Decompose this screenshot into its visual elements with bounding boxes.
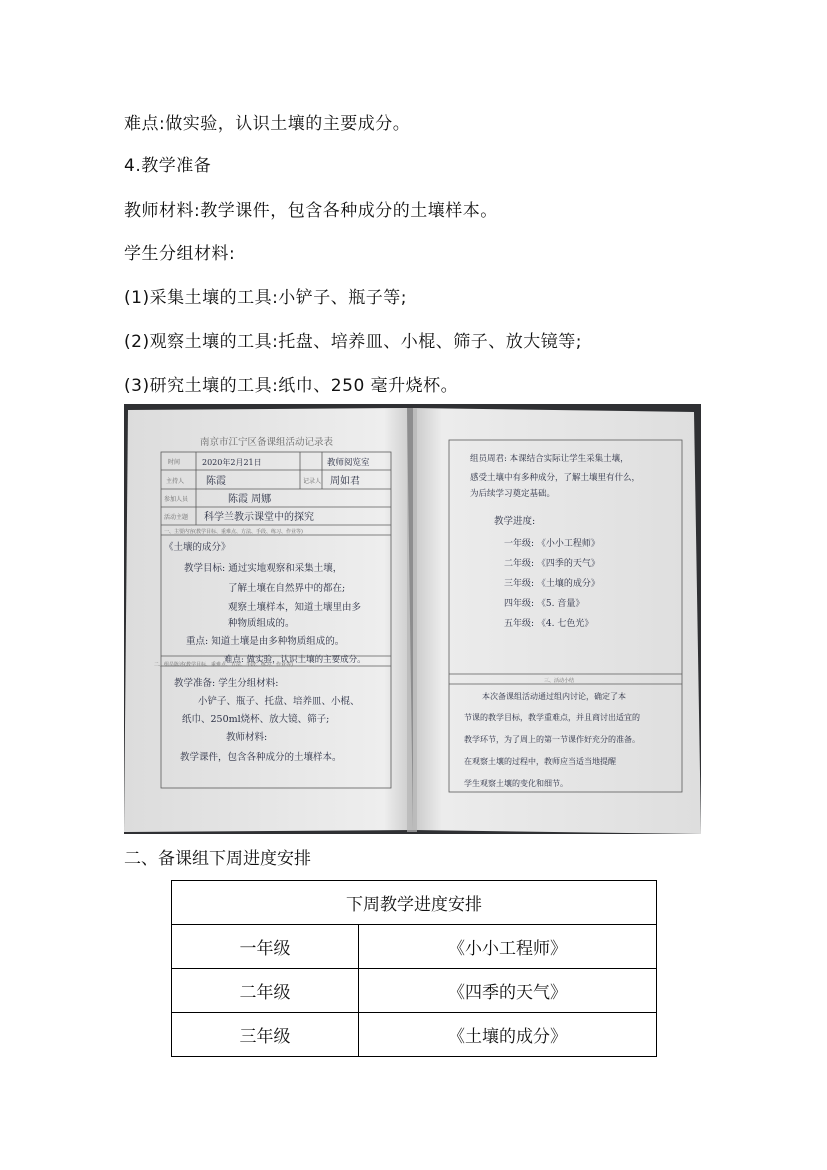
right-note-line: 组员周君: 本课结合实际让学生采集土壤， <box>470 454 629 464</box>
left-note-line: 难点: 做实验，认识土壤的主要成分。 <box>224 655 366 665</box>
body-line-difficulty: 难点:做实验，认识土壤的主要成分。 <box>124 114 411 134</box>
body-line-research-tools: (3)研究土壤的工具:纸巾、250 毫升烧杯。 <box>124 376 459 396</box>
left-note-line: 重点: 知道土壤是由多种物质组成的。 <box>186 636 345 647</box>
left-note-line: 小铲子、瓶子、托盘、培养皿、小棍、 <box>198 696 360 707</box>
right-note-line: 一年级: 《小小工程师》 <box>504 539 600 549</box>
right-note-line: 感受土壤中有多种成分，了解土壤里有什么， <box>470 473 641 483</box>
theme-value: 科学兰教示课堂中的探究 <box>204 512 314 523</box>
grade-cell: 一年级 <box>172 925 359 969</box>
left-note-line: 教师材料: <box>226 732 268 743</box>
table-row <box>172 969 657 1013</box>
body-line-teacher-materials: 教师材料:教学课件，包含各种成分的土壤样本。 <box>124 201 498 221</box>
lesson-cell: 《土壤的成分》 <box>359 1013 657 1057</box>
section2-header: 二、组员陈述(教学目标、重难点、方法、手段、练习、作业等) <box>154 662 293 668</box>
left-note-line: 种物质组成的。 <box>228 618 295 629</box>
left-note-line: 了解土壤在自然界中的都在; <box>228 583 346 594</box>
right-note-line: 二年级: 《四季的天气》 <box>504 559 600 569</box>
form-title: 南京市江宁区备课组活动记录表 <box>200 437 334 448</box>
section1-header: 一、主要内容(教学目标、重难点、方法、手段、练习、作业等) <box>164 529 303 535</box>
row-label-participants: 参加人员 <box>164 496 189 503</box>
left-note-line: 观察土壤样本，知道土壤里由多 <box>228 602 362 613</box>
time-value: 2020年2月21日 <box>202 458 262 467</box>
location-value: 教师阅览室 <box>327 458 370 468</box>
notebook-photo <box>124 404 701 834</box>
recorder-value: 周如君 <box>330 476 360 487</box>
right-note-line: 教学进度: <box>494 516 536 527</box>
left-note-line: 教学目标: 通过实地观察和采集土壤， <box>184 563 343 574</box>
grade-cell: 三年级 <box>172 1013 359 1057</box>
row-label-theme: 活动主题 <box>164 514 189 521</box>
section3-header: 三、活动小结 <box>544 678 575 684</box>
right-note-line: 学生观察土壤的变化和细节。 <box>464 779 568 788</box>
right-note-line: 三年级: 《土壤的成分》 <box>504 579 600 589</box>
right-note-line: 五年级: 《4. 七色光》 <box>504 619 594 629</box>
row-label-time: 时间 <box>168 459 181 466</box>
lesson-cell: 《四季的天气》 <box>359 969 657 1013</box>
section-title-next-week: 二、备课组下周进度安排 <box>124 849 311 869</box>
host-value: 陈霞 <box>206 476 226 487</box>
participants-value: 陈霞 周娜 <box>228 494 272 505</box>
table-header-row <box>172 881 657 925</box>
right-note-line: 在观察土壤的过程中，教师应当适当地提醒 <box>464 757 616 766</box>
left-note-line: 《土壤的成分》 <box>164 542 231 553</box>
body-line-collect-tools: (1)采集土壤的工具:小铲子、瓶子等; <box>124 288 408 308</box>
lesson-cell: 《小小工程师》 <box>359 925 657 969</box>
grade-cell: 二年级 <box>172 969 359 1013</box>
notebook-photo-drawing <box>124 404 701 834</box>
body-line-preparation-heading: 4.教学准备 <box>124 156 212 176</box>
table-row <box>172 1013 657 1057</box>
body-line-observe-tools: (2)观察土壤的工具:托盘、培养皿、小棍、筛子、放大镜等; <box>124 332 583 352</box>
left-note-line: 教学课件，包含各种成分的土壤样本。 <box>180 752 342 763</box>
right-note-line: 四年级: 《5. 音量》 <box>504 599 585 609</box>
recorder-label: 记录人 <box>303 478 322 485</box>
right-note-line: 教学环节，为了周上的第一节课作好充分的准备。 <box>464 735 640 744</box>
right-note-line: 节课的教学目标，教学重难点，并且商讨出适宜的 <box>464 713 640 722</box>
table-row <box>172 925 657 969</box>
right-note-line: 为后续学习奠定基础。 <box>470 489 556 499</box>
left-note-line: 纸巾、250ml烧杯、放大镜、筛子; <box>182 714 330 725</box>
right-note-line: 本次备课组活动通过组内讨论，确定了本 <box>482 692 626 701</box>
table-header: 下周教学进度安排 <box>172 881 657 925</box>
left-note-line: 教学准备: 学生分组材料: <box>174 678 279 689</box>
schedule-table <box>171 880 657 1057</box>
body-line-student-materials: 学生分组材料: <box>124 244 236 264</box>
row-label-host: 主持人 <box>166 478 185 485</box>
